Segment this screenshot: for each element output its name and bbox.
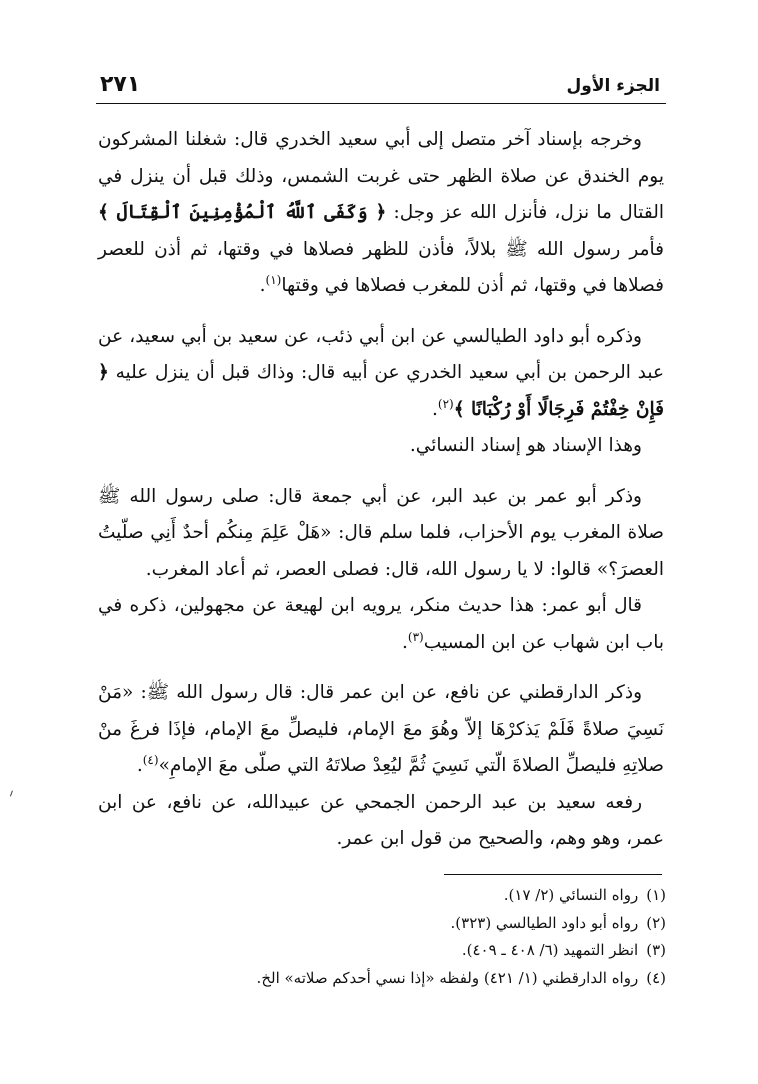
- footnote-ref: (٣): [407, 629, 424, 644]
- text: وذكر الدارقطني عن نافع، عن ابن عمر قال: قال رسول الله ﷺ: «مَنْ نَسِيَ صلاةً فَلَمْ يَذكرْهَا إلاّ وهُوَ معَ الإمام، فليصلِّ معَ الإمام، فإذَا فرغَ منْ صلاتِهِ فليصلِّ الصلاةَ الّتي نَسِيَ ثُمَّ ليُعِدْ صلاتَهُ التي صلّى معَ الإمامِ»: [98, 682, 664, 776]
- margin-mark: [7, 789, 13, 796]
- paragraph-2: [98, 319, 664, 429]
- footnote-1: [110, 882, 666, 910]
- text: .: [402, 631, 408, 653]
- footnote-text: رواه النسائي (٢/ ١٧).: [503, 886, 639, 904]
- footnote-number: (٢): [646, 913, 666, 932]
- paragraph-5: [98, 588, 664, 661]
- paragraph-1: [98, 122, 664, 305]
- paragraph-6: [98, 675, 664, 785]
- paragraph-3: وهذا الإسناد هو إسناد النسائي.: [409, 435, 642, 456]
- quran-verse: ﴿ فَإِنْ خِفْتُمْ فَرِجَالًا أَوْ رُكْبَانًا ﴾: [98, 362, 664, 420]
- footnote-4: [110, 965, 666, 993]
- footnote-ref: (٤): [142, 752, 159, 767]
- footnote-number: (١): [646, 886, 666, 904]
- footnote-text: رواه الدارقطني (١/ ٤٢١) ولفظه «إذا نسي أحدكم صلاته» الخ.: [256, 968, 639, 987]
- header-rule: [96, 103, 666, 104]
- footnote-3: [110, 937, 666, 965]
- quran-verse: ﴿ وَكَفَى ٱللَّهُ ٱلْمُؤْمِنِينَ ٱلْقِتَالَ ﴾: [98, 202, 387, 223]
- text: فأمر رسول الله ﷺ بلالاً، فأذن للظهر فصلاها في وقتها، ثم أذن للعصر فصلاها في وقتها، ثم أذن للمغرب فصلاها في وقتها: [98, 238, 664, 296]
- footnote-ref: (٢): [437, 396, 454, 411]
- page-header: [100, 72, 660, 102]
- footnote-number: (٤): [646, 968, 666, 987]
- footnote-rule: [444, 874, 662, 875]
- text: .: [259, 275, 266, 296]
- footnote-text: رواه أبو داود الطيالسي (٣٢٣).: [450, 913, 639, 932]
- paragraph-4: [98, 479, 664, 589]
- page-number: ٢٧١: [100, 72, 141, 97]
- main-text: [98, 122, 664, 858]
- footnote-ref: (١): [265, 272, 282, 287]
- footnote-number: (٣): [646, 941, 666, 959]
- text: وذكره أبو داود الطيالسي عن ابن أبي ذئب، عن سعيد بن أبي سعيد، عن عبد الرحمن بن أبي سعيد الخدري عن أبيه قال: وذاك قبل أن ينزل عليه: [98, 325, 664, 383]
- running-title: الجزء الأول: [566, 76, 660, 96]
- text: وخرجه بإسناد آخر متصل إلى أبي سعيد الخدري قال: شغلنا المشركون يوم الخندق عن صلاة الظهر حتى غربت الشمس، وذلك قبل أن ينزل في القتال ما نزل، فأنزل الله عز وجل:: [98, 129, 664, 223]
- text: .: [136, 755, 143, 776]
- footnote-2: [110, 910, 666, 938]
- text: .: [431, 398, 438, 420]
- text: قال أبو عمر: هذا حديث منكر، يرويه ابن لهيعة عن مجهولين، ذكره في باب ابن شهاب عن ابن المسيب: [98, 595, 664, 653]
- footnotes: [110, 882, 666, 992]
- paragraph-7: رفعه سعيد بن عبد الرحمن الجمحي عن عبيدالله، عن نافع، عن ابن عمر، وهو وهم، والصحيح من قول ابن عمر.: [98, 791, 664, 849]
- footnote-text: انظر التمهيد (٦/ ٤٠٨ ـ ٤٠٩).: [461, 941, 639, 959]
- text: وذكر أبو عمر بن عبد البر، عن أبي جمعة قال: صلى رسول الله ﷺ صلاة المغرب يوم الأحزاب، فلما سلم قال: «هَلْ عَلِمَ مِنكُم أحدٌ أَنِي صلّيتُ العصرَ؟» قالوا: لا يا رسول الله، قال: فصلى العصر، ثم أعاد المغرب.: [98, 485, 664, 580]
